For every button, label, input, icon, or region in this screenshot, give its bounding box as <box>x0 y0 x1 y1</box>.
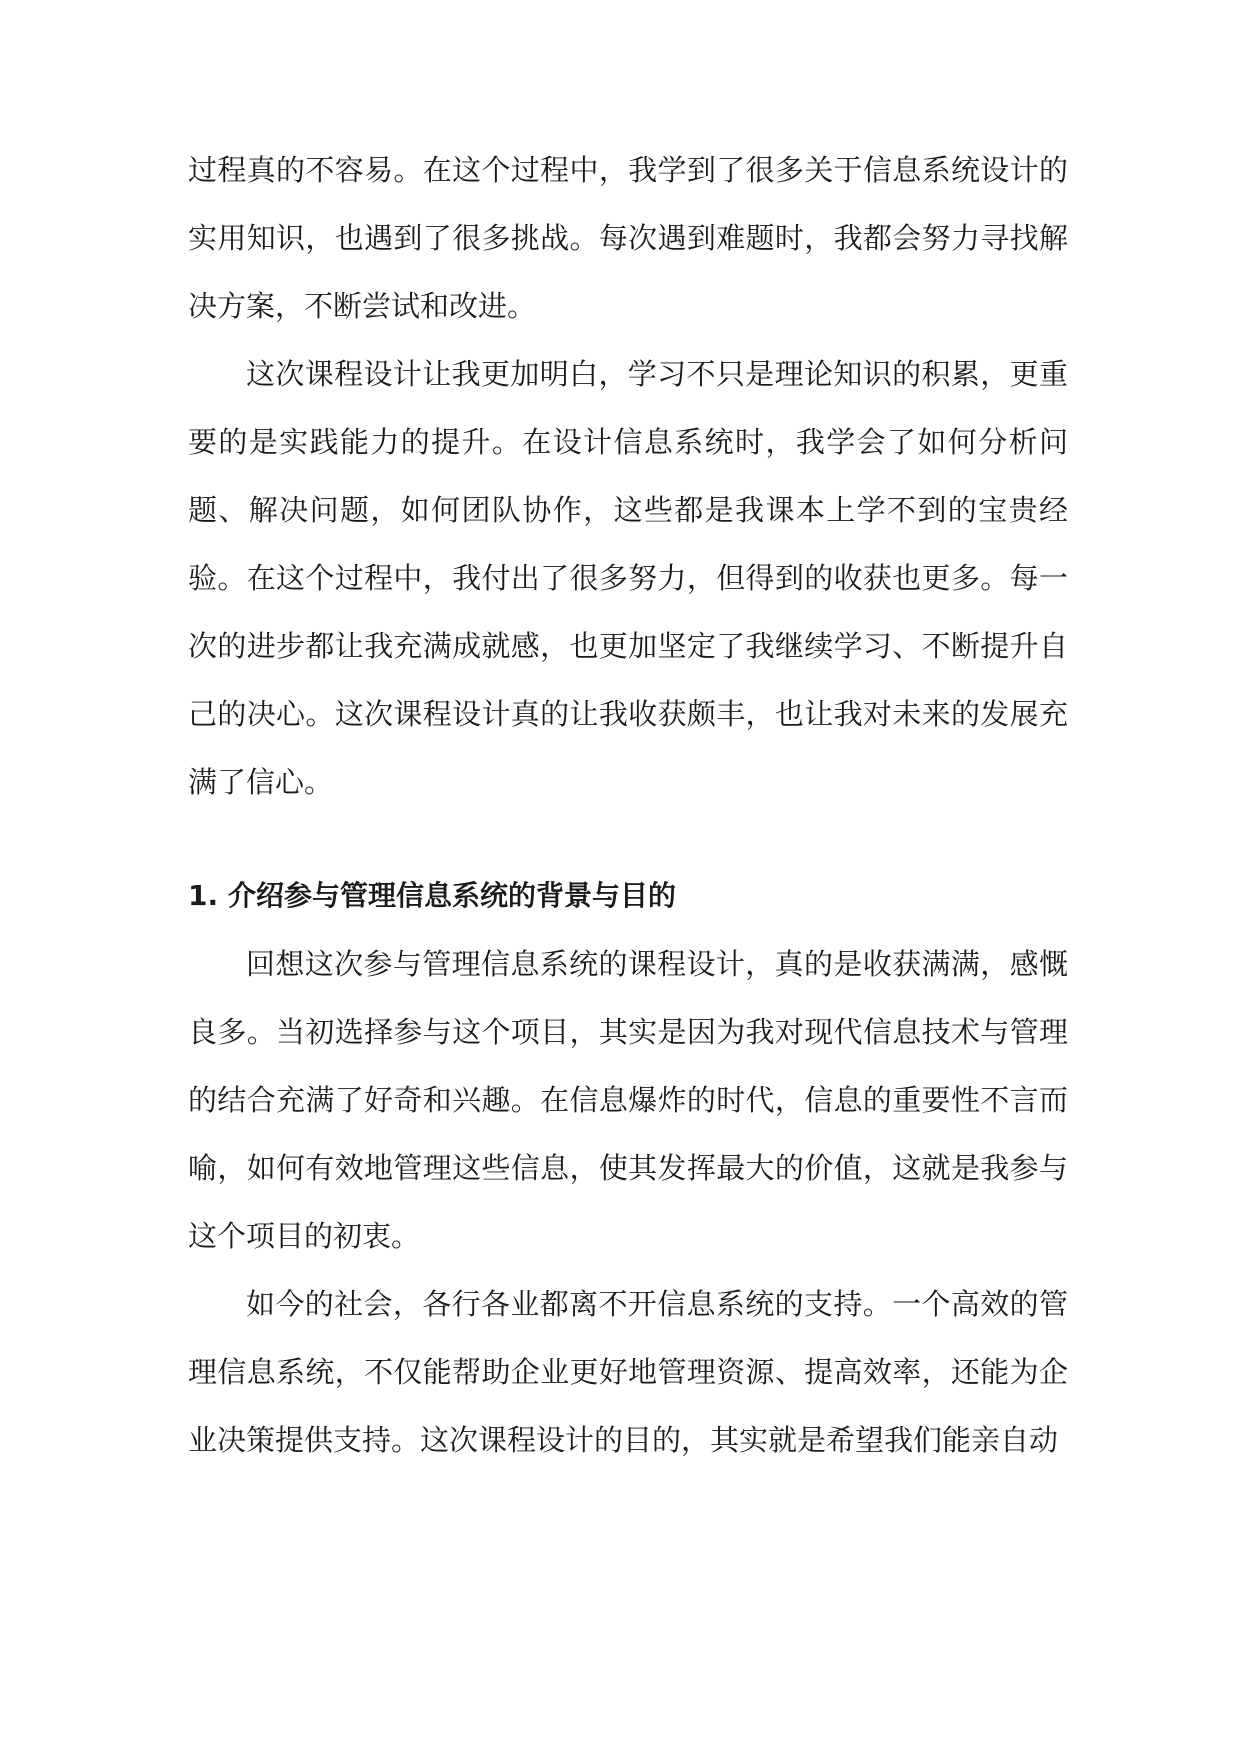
section-heading <box>188 862 1068 930</box>
document-body <box>188 136 1068 1474</box>
section-spacer <box>188 816 1068 862</box>
paragraph-background: 回想这次参与管理信息系统的课程设计，真的是收获满满，感慨良多。当初选择参与这个项目，其实是因为我对现代信息技术与管理的结合充满了好奇和兴趣。在信息爆炸的时代，信息的重要性不言而喻，如何有效地管理这些信息，使其发挥最大的价值，这就是我参与这个项目的初衷。 <box>188 947 1068 1253</box>
paragraph-continued: 过程真的不容易。在这个过程中，我学到了很多关于信息系统设计的实用知识，也遇到了很多挑战。每次遇到难题时，我都会努力寻找解决方案，不断尝试和改进。 <box>188 153 1068 323</box>
section-number: 1. <box>188 879 219 912</box>
paragraph-course-reflection: 这次课程设计让我更加明白，学习不只是理论知识的积累，更重要的是实践能力的提升。在设计信息系统时，我学会了如何分析问题、解决问题，如何团队协作，这些都是我课本上学不到的宝贵经验。在这个过程中，我付出了很多努力，但得到的收获也更多。每一次的进步都让我充满成就感，也更加坚定了我继续学习、不断提升自己的决心。这次课程设计真的让我收获颇丰，也让我对未来的发展充满了信心。 <box>188 357 1068 799</box>
paragraph-purpose: 如今的社会，各行各业都离不开信息系统的支持。一个高效的管理信息系统，不仅能帮助企业更好地管理资源、提高效率，还能为企业决策提供支持。这次课程设计的目的，其实就是希望我们能亲自动 <box>188 1287 1068 1457</box>
section-title: 介绍参与管理信息系统的背景与目的 <box>228 879 677 912</box>
